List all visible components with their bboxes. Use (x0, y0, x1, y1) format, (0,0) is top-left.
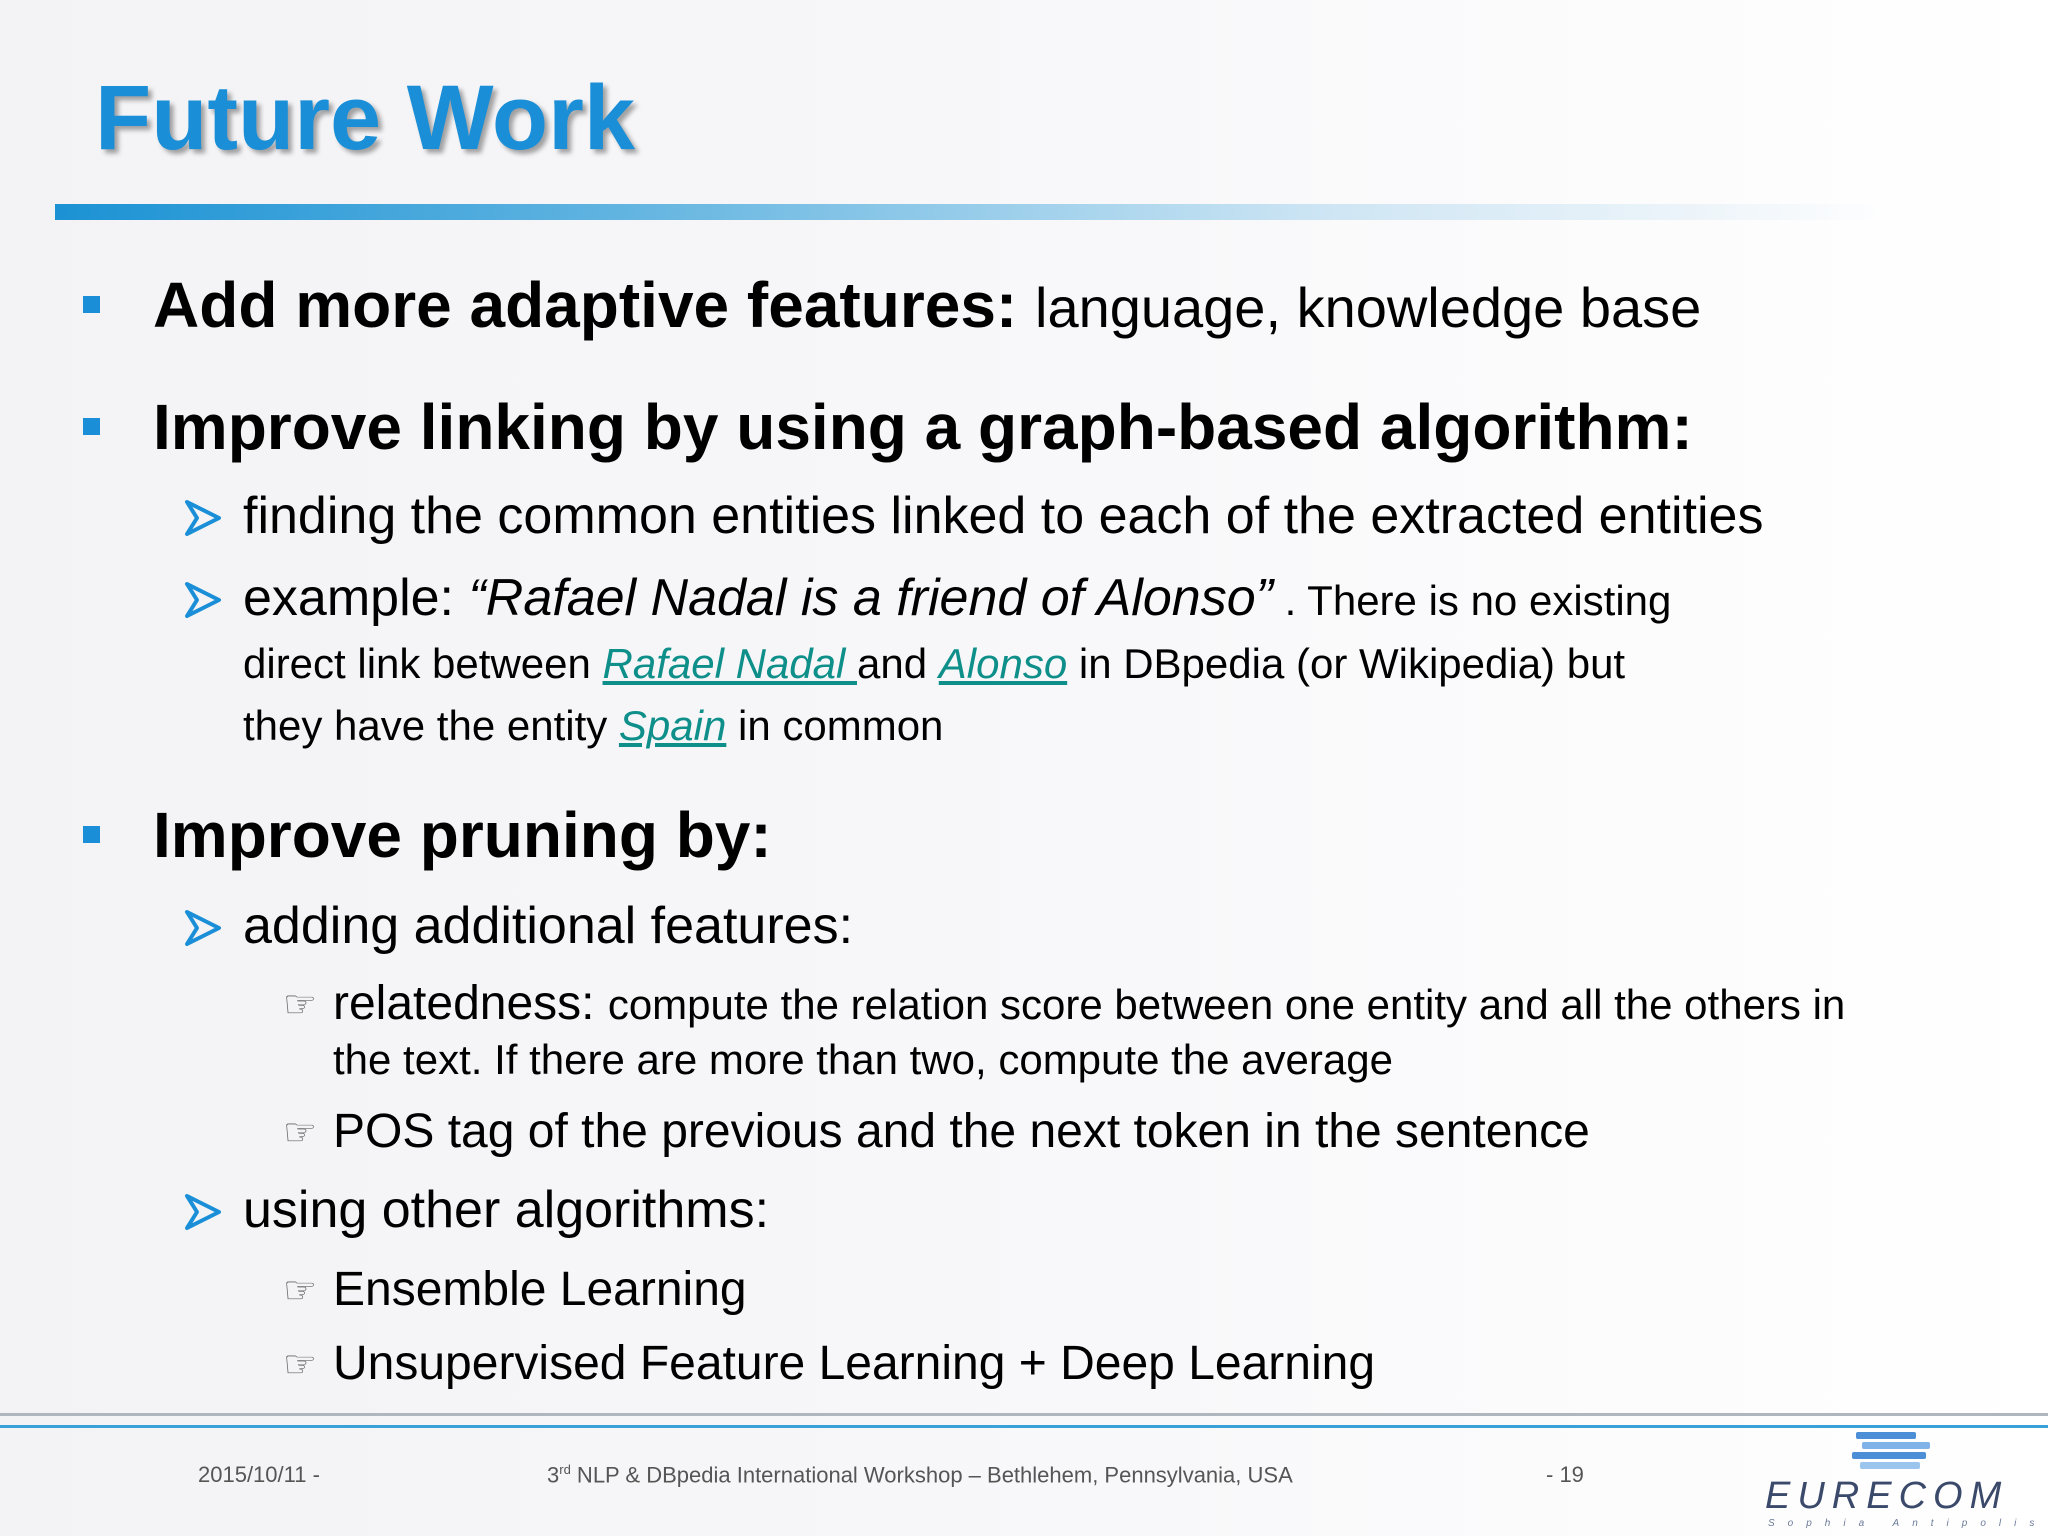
footer-event-number: 3 (547, 1462, 560, 1488)
arrow-bullet-icon (183, 498, 223, 538)
example-text: and (857, 640, 939, 687)
logo-wordmark: EURECOM (1765, 1475, 2009, 1517)
bullet-heading: Add more adaptive features: (153, 269, 1018, 341)
feature-relatedness-line2: the text. If there are more than two, compute the average (333, 1036, 1393, 1083)
link-spain[interactable]: Spain (618, 702, 727, 749)
bullet-heading: Improve linking by using a graph-based algorithm: (153, 391, 1693, 463)
example-text: in common (726, 702, 944, 749)
linking-item-example-line2 (243, 640, 1625, 688)
title-underline (55, 204, 1885, 220)
bullet-heading: Improve pruning by: (153, 799, 772, 871)
footer-date: 2015/10/11 - (198, 1462, 320, 1487)
pruning-item-additional-features: adding additional features: (243, 897, 854, 955)
arrow-bullet-icon (183, 580, 223, 620)
feature-label: relatedness: (333, 977, 608, 1030)
linking-item-common-entities: finding the common entities linked to each of the extracted entities (243, 487, 1764, 545)
link-rafael-nadal[interactable]: Rafael Nadal (602, 640, 858, 687)
example-quote: “Rafael Nadal is a friend of Alonso” (468, 569, 1273, 627)
example-after: . There is no existing (1272, 577, 1672, 624)
arrow-bullet-icon (183, 908, 223, 948)
bullet-improve-linking (153, 390, 1693, 464)
bullet-detail: language, knowledge base (1035, 276, 1702, 339)
bullet-improve-pruning (153, 798, 772, 872)
slide-title: Future Work (95, 67, 636, 169)
footer-page-number: - 19 (1546, 1462, 1584, 1487)
bullet-square-icon (83, 296, 100, 313)
pointing-hand-icon: ☞ (283, 1342, 318, 1386)
footer-event-ordinal: rd (559, 1462, 571, 1477)
bullet-square-icon (83, 826, 100, 843)
example-prefix: example: (243, 569, 469, 627)
example-text: direct link between (243, 640, 603, 687)
pointing-hand-icon: ☞ (283, 982, 318, 1026)
feature-pos-tag: POS tag of the previous and the next token in the sentence (333, 1105, 1590, 1158)
algorithm-ensemble-learning: Ensemble Learning (333, 1263, 747, 1316)
pointing-hand-icon: ☞ (283, 1110, 318, 1154)
feature-relatedness-line1 (333, 976, 1845, 1031)
algorithm-unsupervised-deep-learning: Unsupervised Feature Learning + Deep Learning (333, 1337, 1376, 1390)
link-alonso[interactable]: Alonso (938, 640, 1068, 687)
example-text: in DBpedia (or Wikipedia) but (1067, 640, 1626, 687)
bullet-adaptive-features (153, 268, 1701, 342)
pruning-item-other-algorithms: using other algorithms: (243, 1181, 770, 1239)
logo-tagline: Sophia Antipolis (1768, 1518, 2048, 1529)
linking-item-example-line3 (243, 702, 943, 750)
linking-item-example-line1 (243, 568, 1671, 628)
footer-event (547, 1462, 1293, 1488)
footer-event-name: NLP & DBpedia International Workshop – Bethlehem, Pennsylvania, USA (570, 1462, 1293, 1488)
pointing-hand-icon: ☞ (283, 1268, 318, 1312)
arrow-bullet-icon (183, 1192, 223, 1232)
example-text: they have the entity (243, 702, 619, 749)
footer-divider-accent (0, 1425, 2048, 1428)
bullet-square-icon (83, 418, 100, 435)
footer-divider (0, 1413, 2048, 1416)
feature-description: compute the relation score between one entity and all the others in (607, 981, 1846, 1028)
